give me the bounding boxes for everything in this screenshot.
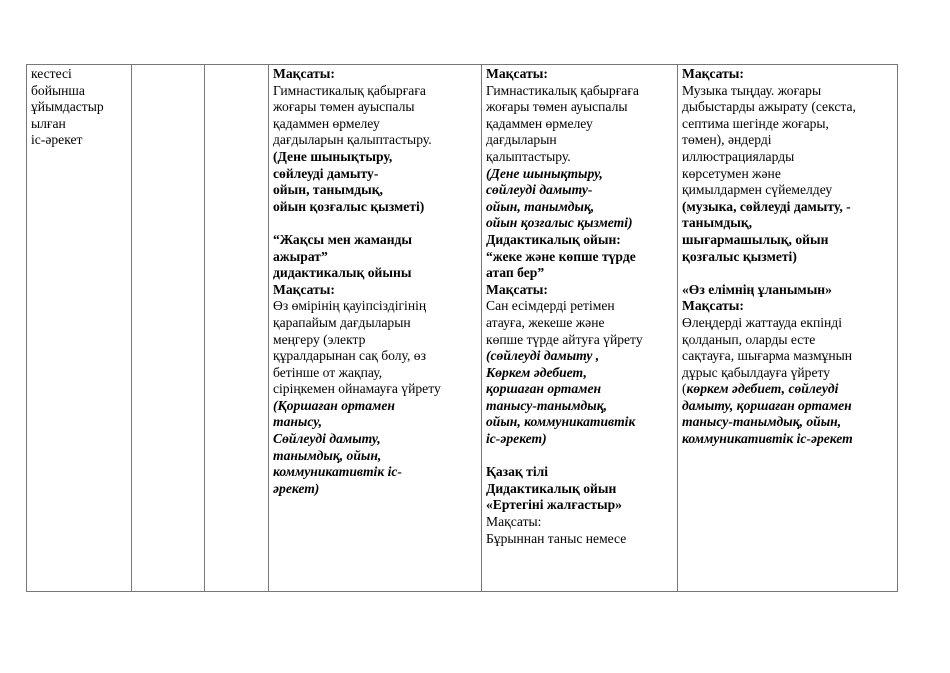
table-row: [27, 65, 898, 592]
text-line: иллюстрацияларды: [682, 148, 795, 164]
text-line: Сөйлеуді дамыту,: [273, 431, 381, 447]
text-line: Мақсаты:: [486, 66, 548, 81]
text-run: (: [682, 381, 687, 397]
text-line: танысу,: [273, 414, 323, 430]
activity-cell-3: [678, 65, 898, 592]
text-line: танымдық, ойын,: [273, 447, 382, 463]
text-line: көпше түрде айтуға үйрету: [486, 331, 643, 347]
text-line: қадаммен өрмелеу: [273, 115, 380, 131]
text-line: Гимнастикалық қабырғаға: [486, 82, 639, 98]
text-line: Бұрыннан таныс немесе: [486, 530, 627, 546]
text-line: ойын, танымдық,: [486, 198, 595, 214]
activity-text: [273, 66, 477, 497]
text-line: танымдық,: [682, 215, 753, 231]
text-line: Дидактикалық ойын: [486, 480, 617, 496]
text-line: қозғалыс қызметі): [682, 248, 797, 264]
text-line: ойын қозғалыс қызметі): [273, 198, 425, 214]
text-line: меңгеру (электр: [273, 331, 366, 347]
text-line: дағдыларын қалыптастыру.: [273, 132, 432, 148]
text-line: “жеке және көпше түрде: [486, 248, 636, 264]
text-line: іс-әрекет): [486, 431, 547, 447]
text-line: сөйлеуді дамыту-: [486, 182, 593, 198]
text-line: Мақсаты:: [486, 281, 548, 297]
text-line: сақтауға, шығарма мазмұнын: [682, 348, 853, 364]
activity-text: [486, 66, 673, 547]
text-line: Гимнастикалық қабырғаға: [273, 82, 426, 98]
text-line: Қазақ тілі: [486, 464, 549, 480]
text-line: сөйлеуді дамыту-: [273, 165, 379, 181]
text-line: қимылдармен сүйемелдеу: [682, 182, 833, 198]
activity-label: [31, 66, 127, 149]
text-line: ойын, танымдық,: [273, 182, 383, 198]
activity-cell-1: [269, 65, 482, 592]
text-line: қолданып, оларды есте: [682, 331, 816, 347]
text-line: танысу-танымдық,: [486, 397, 607, 413]
text-line: коммуникативтік іс-әрекет: [682, 431, 853, 447]
text-line: (музыка, сөйлеуді дамыту, -: [682, 198, 851, 214]
text-line: атап бер”: [486, 265, 545, 281]
text-line: қадаммен өрмелеу: [486, 115, 593, 131]
text-line: қоршаған ортамен: [486, 381, 602, 397]
text-line: қарапайым дағдыларын: [273, 314, 411, 330]
blank-line: [273, 215, 477, 232]
text-line: Мақсаты:: [682, 298, 744, 314]
text-line: Музыка тыңдау. жоғары: [682, 82, 822, 98]
text-line: бойынша: [31, 82, 85, 98]
text-line: Мақсаты:: [273, 66, 335, 81]
text-line: дидактикалық ойыны: [273, 265, 412, 281]
text-line: коммуникативтік іс-: [273, 464, 402, 480]
text-line: Дидактикалық ойын:: [486, 231, 621, 247]
text-line: дағдыларын: [486, 132, 557, 148]
text-line: дамыту, қоршаған ортамен: [682, 397, 852, 413]
text-run: көркем әдебиет, сөйлеуді: [686, 381, 839, 397]
text-line: (сөйлеуді дамыту ,: [486, 348, 600, 364]
text-line: жоғары төмен ауыспалы: [486, 99, 628, 115]
text-line: шығармашылық, ойын: [682, 231, 829, 247]
text-line: танысу-танымдық, ойын,: [682, 414, 842, 430]
text-line: [682, 381, 893, 398]
text-line: «Өз елімнің ұланымын»: [682, 281, 832, 297]
text-line: Өз өмірінің қауіпсіздігінің: [273, 298, 427, 314]
text-line: бетінше от жақпау,: [273, 364, 383, 380]
text-line: (Дене шынықтыру,: [273, 148, 393, 164]
text-line: ойын, коммуникативтік: [486, 414, 636, 430]
empty-cell: [132, 65, 205, 592]
text-line: дұрыс қабылдауға үйрету: [682, 364, 831, 380]
blank-line: [682, 265, 893, 282]
text-line: Мақсаты:: [486, 514, 542, 530]
text-line: ылған: [31, 115, 66, 131]
text-line: Сан есімдерді ретімен: [486, 298, 615, 314]
text-line: ұйымдастыр: [31, 99, 104, 115]
text-line: төмен), әндерді: [682, 132, 772, 148]
activity-label-cell: [27, 65, 132, 592]
text-line: іс-әрекет: [31, 132, 83, 148]
text-line: “Жақсы мен жаманды: [273, 231, 413, 247]
text-line: сіріңкемен ойнамауға үйрету: [273, 381, 441, 397]
text-line: Өлеңдерді жаттауда екпінді: [682, 314, 842, 330]
text-line: Мақсаты:: [682, 66, 744, 81]
text-line: әрекет): [273, 480, 320, 496]
text-line: көрсетумен және: [682, 165, 781, 181]
text-line: (Қоршаған ортамен: [273, 397, 395, 413]
text-line: септима шегінде жоғары,: [682, 115, 829, 131]
text-line: қалыптастыру.: [486, 148, 571, 164]
activity-cell-2: [482, 65, 678, 592]
text-line: ойын қозғалыс қызметі): [486, 215, 633, 231]
text-line: Мақсаты:: [273, 281, 335, 297]
plan-table: [26, 64, 898, 592]
text-line: «Ертегіні жалғастыр»: [486, 497, 622, 513]
text-line: кестесі: [31, 66, 72, 81]
empty-cell: [205, 65, 269, 592]
text-line: дыбыстарды ажырату (секста,: [682, 99, 856, 115]
text-line: жоғары төмен ауыспалы: [273, 99, 415, 115]
text-line: ажырат”: [273, 248, 328, 264]
activity-text: [682, 66, 893, 448]
blank-line: [486, 448, 673, 465]
text-line: құралдарынан сақ болу, өз: [273, 348, 426, 364]
text-line: Көркем әдебиет,: [486, 364, 587, 380]
text-line: (Дене шынықтыру,: [486, 165, 603, 181]
text-line: атауға, жекеше және: [486, 314, 605, 330]
